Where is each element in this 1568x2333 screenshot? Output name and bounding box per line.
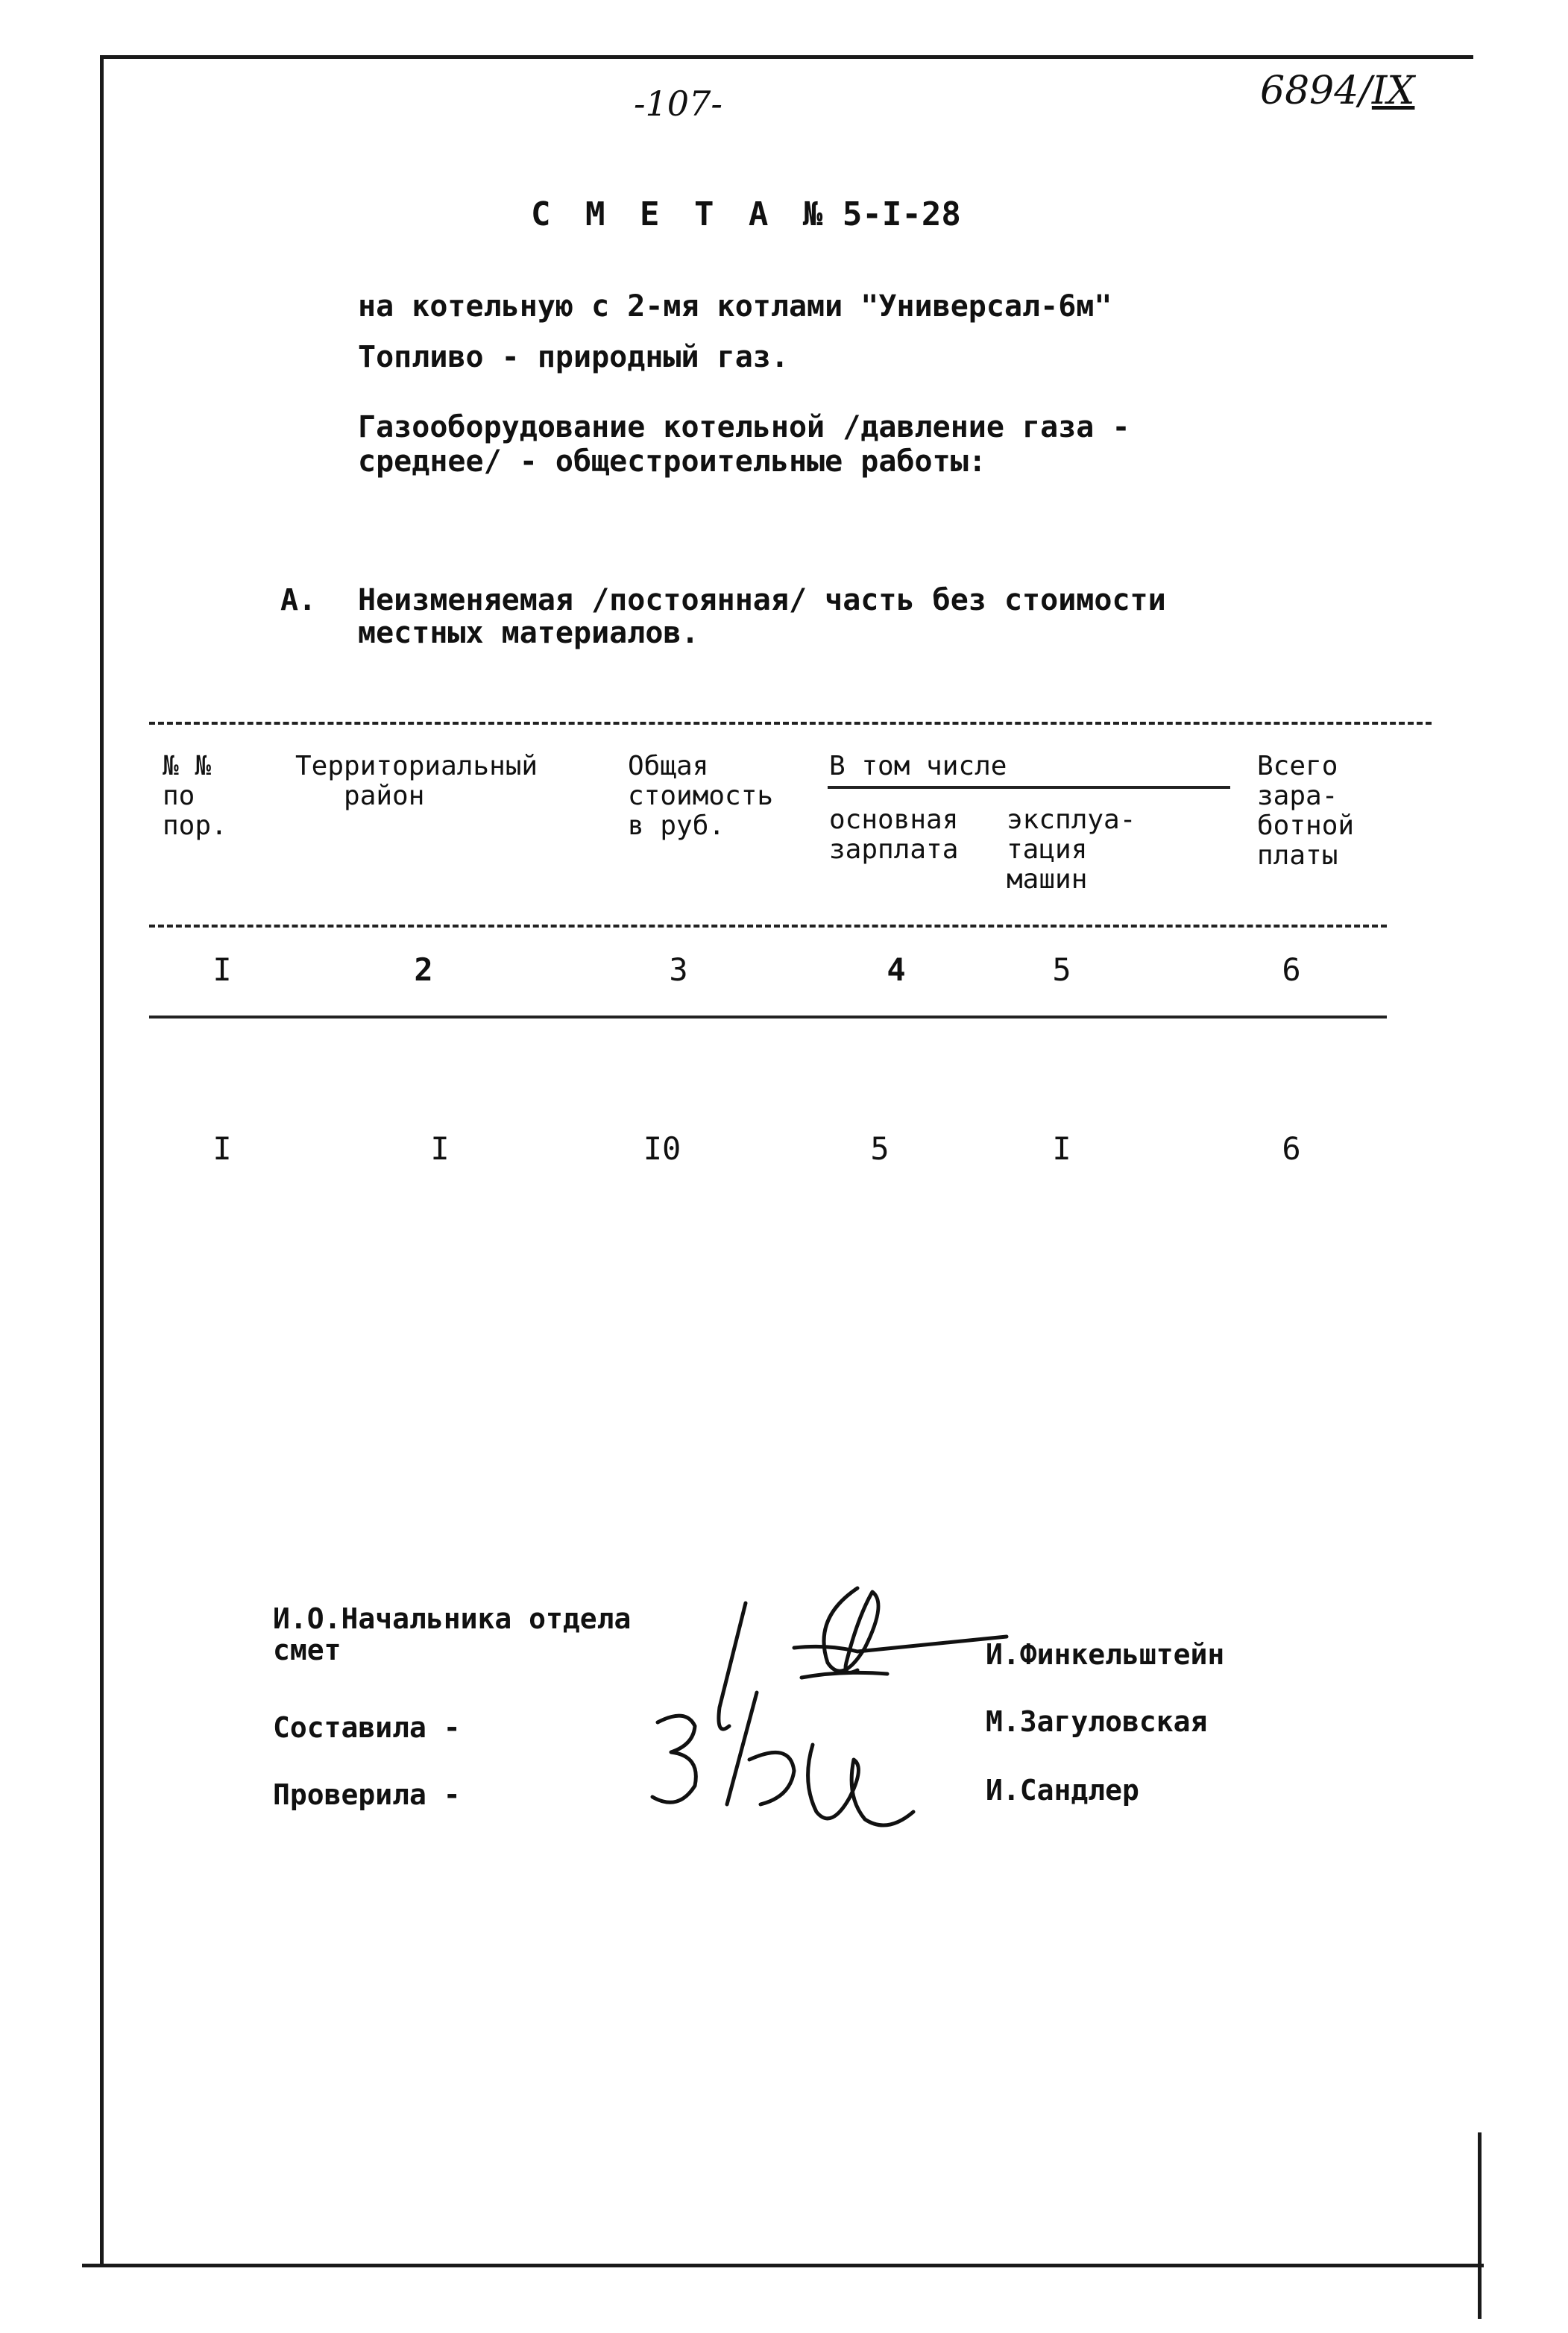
signature-role-compiled: Составила - (273, 1711, 461, 1744)
intro-line-2: Топливо - природный газ. (358, 340, 789, 374)
header-col-machine-operation: эксплуа- тация машин (1007, 805, 1136, 895)
title-number: № 5-I-28 (802, 195, 961, 233)
intro-line-4: среднее/ - общестроительные работы: (358, 444, 986, 479)
frame-top-border (101, 55, 1473, 59)
header-col-region: Территориальный район (295, 751, 538, 811)
document-code-main: 6894/ (1260, 69, 1372, 113)
column-number-5: 5 (1052, 951, 1071, 988)
table-cell: I (1052, 1130, 1071, 1167)
group-header-underline (828, 786, 1230, 789)
column-number-3: 3 (669, 951, 688, 988)
section-line-1: Неизменяемая /постоянная/ часть без стоимости (358, 583, 1166, 617)
header-bottom-rule (149, 925, 1387, 928)
table-top-rule (149, 722, 1432, 725)
header-group-including: В том числе (829, 751, 1007, 781)
document-title (531, 195, 961, 233)
column-number-6: 6 (1282, 951, 1301, 988)
table-cell: 6 (1282, 1130, 1301, 1167)
handwritten-signatures (641, 1573, 1044, 1842)
section-letter: А. (280, 583, 317, 617)
section-line-2: местных материалов. (358, 616, 699, 650)
header-col-base-salary: основная зарплата (829, 805, 959, 865)
frame-bottom-border (82, 2264, 1484, 2267)
signature-role-checked: Проверила - (273, 1778, 461, 1811)
header-col-total-cost: Общая стоимость в руб. (628, 751, 774, 841)
title-label: С М Е Т А (531, 195, 776, 233)
frame-left-border (100, 55, 104, 2267)
header-col-number: № № по пор. (163, 751, 227, 841)
signature-role-head: И.О.Начальника отдела (273, 1602, 632, 1635)
column-numbers-rule (149, 1016, 1387, 1018)
table-cell: I0 (643, 1130, 681, 1167)
column-number-4: 4 (887, 951, 906, 988)
column-number-2: 2 (414, 951, 433, 988)
header-col-total-wages: Всего зара- ботной платы (1257, 751, 1355, 871)
document-code-suffix: IX (1371, 69, 1415, 113)
column-number-1: I (212, 951, 232, 988)
signature-name-compiled: М.Загуловская (986, 1705, 1208, 1738)
intro-line-1: на котельную с 2-мя котлами "Универсал-6м" (358, 289, 1112, 324)
signature-name-checked: И.Сандлер (986, 1774, 1139, 1807)
intro-line-3: Газооборудование котельной /давление газа - (358, 410, 1130, 444)
table-cell: I (212, 1130, 232, 1167)
frame-right-border (1478, 2132, 1482, 2319)
document-code (1260, 69, 1414, 113)
page-number: -107- (634, 84, 722, 124)
table-cell: 5 (870, 1130, 890, 1167)
signature-name-head: И.Финкельштейн (986, 1638, 1225, 1671)
signature-role-head-cont: смет (273, 1634, 341, 1666)
table-cell: I (430, 1130, 450, 1167)
